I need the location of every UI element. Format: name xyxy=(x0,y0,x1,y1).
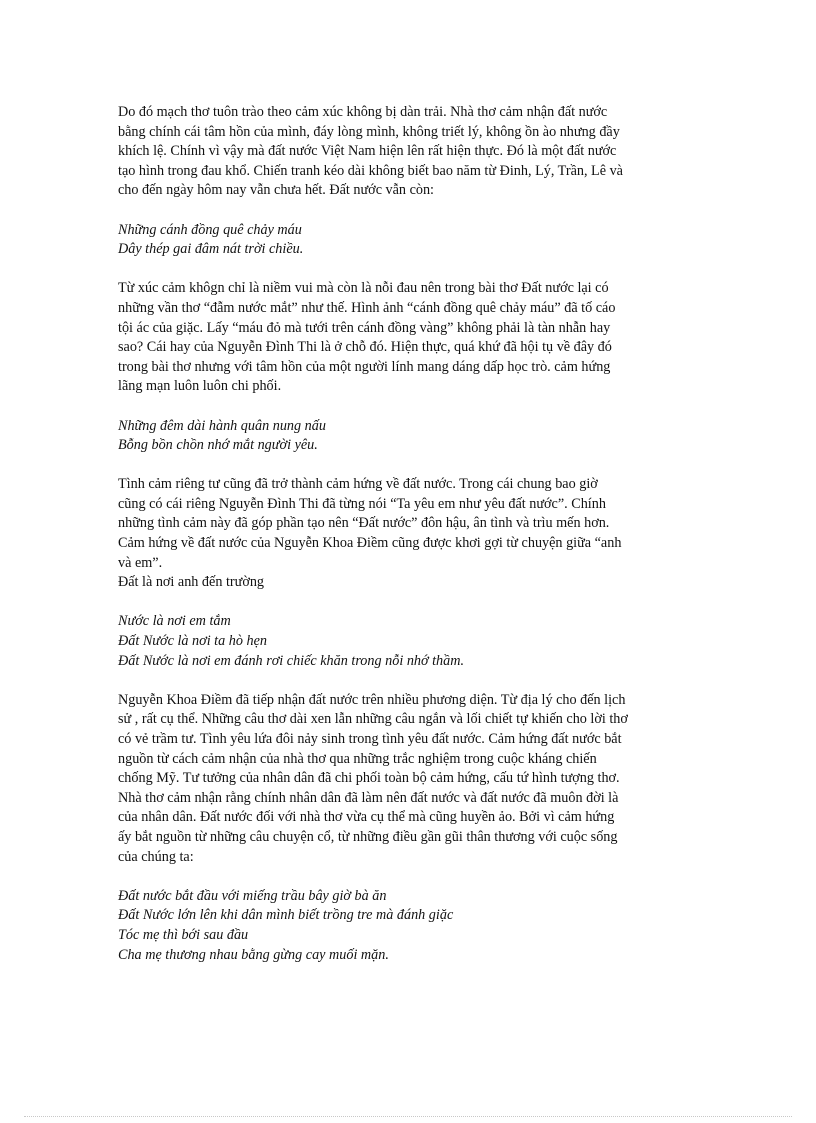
poem-line: Tóc mẹ thì bới sau đầu xyxy=(118,926,249,943)
poem-line: Đất Nước là nơi em đánh rơi chiếc khăn trong nỗi nhớ thầm. xyxy=(118,652,465,669)
poem-line: Đất nước bắt đầu với miếng trầu bây giờ bà ăn xyxy=(118,887,387,904)
paragraph-4 xyxy=(118,691,708,867)
poem-line: Cha mẹ thương nhau bằng gừng cay muối mặn. xyxy=(118,946,389,963)
poem-line: Đất Nước là nơi ta hò hẹn xyxy=(118,633,267,650)
poem-line: Nước là nơi em tắm xyxy=(118,613,231,630)
page-bottom-divider xyxy=(24,1116,792,1117)
text-line: cũng có cái riêng Nguyễn Đình Thi đã từng nói “Ta yêu em như yêu đất nước”. Chính xyxy=(118,495,606,512)
poem-line: Bỗng bồn chồn nhớ mắt người yêu. xyxy=(118,437,318,454)
text-line: bằng chính cái tâm hồn của mình, đáy lòng mình, không triết lý, không ồn ào nhưng đầy xyxy=(118,123,620,140)
text-line: ấy bắt nguồn từ những câu chuyện cổ, từ những điều gần gũi thân thương với cuộc sống xyxy=(118,828,618,845)
text-line: Cảm hứng về đất nước của Nguyễn Khoa Điềm cũng được khơi gợi từ chuyện giữa “anh xyxy=(118,535,622,552)
text-line: và em”. xyxy=(118,554,163,571)
text-line: sao? Cái hay của Nguyễn Đình Thi là ở chỗ đó. Hiện thực, quá khứ đã hội tụ về đây đó xyxy=(118,339,612,356)
paragraph-1 xyxy=(118,103,708,201)
text-line: Nguyễn Khoa Điềm đã tiếp nhận đất nước trên nhiều phương diện. Từ địa lý cho đến lịch xyxy=(118,691,626,708)
text-line: của nhân dân. Đất nước đối với nhà thơ vừa cụ thể mà cũng huyền ảo. Bởi vì cảm hứng xyxy=(118,809,615,826)
poem-line: Những đêm dài hành quân nung nấu xyxy=(118,417,326,434)
text-line: lãng mạn luôn luôn chi phối. xyxy=(118,378,282,395)
text-line: tạo hình trong đau khổ. Chiến tranh kéo dài không biết bao năm từ Đinh, Lý, Trần, Lê và xyxy=(118,162,623,179)
text-line: Do đó mạch thơ tuôn trào theo cảm xúc không bị dàn trải. Nhà thơ cảm nhận đất nước xyxy=(118,104,608,120)
text-line: của chúng ta: xyxy=(118,848,194,865)
poem-line: Đất Nước lớn lên khi dân mình biết trồng tre mà đánh giặc xyxy=(118,907,454,924)
text-line: Tình cảm riêng tư cũng đã trở thành cảm hứng về đất nước. Trong cái chung bao giờ xyxy=(118,476,598,493)
poem-stanza-4 xyxy=(118,887,708,965)
text-line: chống Mỹ. Tư tưởng của nhân dân đã chi phối toàn bộ cảm hứng, cấu tứ hình tượng thơ. xyxy=(118,770,620,787)
text-line: cho đến ngày hôm nay vẫn chưa hết. Đất nước vẫn còn: xyxy=(118,182,434,199)
text-line: Nhà thơ cảm nhận rằng chính nhân dân đã làm nên đất nước và đất nước đã muôn đời là xyxy=(118,789,619,806)
poem-stanza-3 xyxy=(118,612,708,671)
poem-stanza-2 xyxy=(118,417,708,456)
poem-line: Những cánh đồng quê chảy máu xyxy=(118,221,302,238)
paragraph-2 xyxy=(118,279,708,397)
text-line: sử , rất cụ thể. Những câu thơ dài xen lẫn những câu ngắn và lối chiết tự khiến cho lời thơ xyxy=(118,711,628,728)
paragraph-3 xyxy=(118,475,708,593)
text-line: Từ xúc cảm khôgn chỉ là niềm vui mà còn là nỗi đau nên trong bài thơ Đất nước lại có xyxy=(118,280,609,297)
poem-line: Dây thép gai đâm nát trời chiều. xyxy=(118,241,304,258)
text-line: có vẻ trầm tư. Tình yêu lứa đôi nảy sinh trong tình yêu đất nước. Cảm hứng đất nước bắt xyxy=(118,731,622,747)
text-line: tội ác của giặc. Lấy “máu đỏ mà tưới trên cánh đồng vàng” không phải là tàn nhẫn hay xyxy=(118,319,611,336)
document-page xyxy=(118,103,708,965)
poem-stanza-1 xyxy=(118,221,708,260)
text-line: khích lệ. Chính vì vậy mà đất nước Việt Nam hiện lên rất hiện thực. Đó là một đất nước xyxy=(118,143,617,160)
text-line: Đất là nơi anh đến trường xyxy=(118,574,265,591)
text-line: trong bài thơ nhưng với tâm hồn của một người lính mang dáng dấp học trò. cảm hứng xyxy=(118,358,611,375)
text-line: những tình cảm này đã góp phần tạo nên “Đất nước” đôn hậu, ân tình và trìu mến hơn. xyxy=(118,515,610,532)
text-line: những vần thơ “đẫm nước mắt” như thế. Hình ảnh “cánh đồng quê chảy máu” đã tố cáo xyxy=(118,299,616,316)
text-line: nguồn từ cách cảm nhận của nhà thơ qua những trắc nghiệm trong cuộc kháng chiến xyxy=(118,750,597,767)
